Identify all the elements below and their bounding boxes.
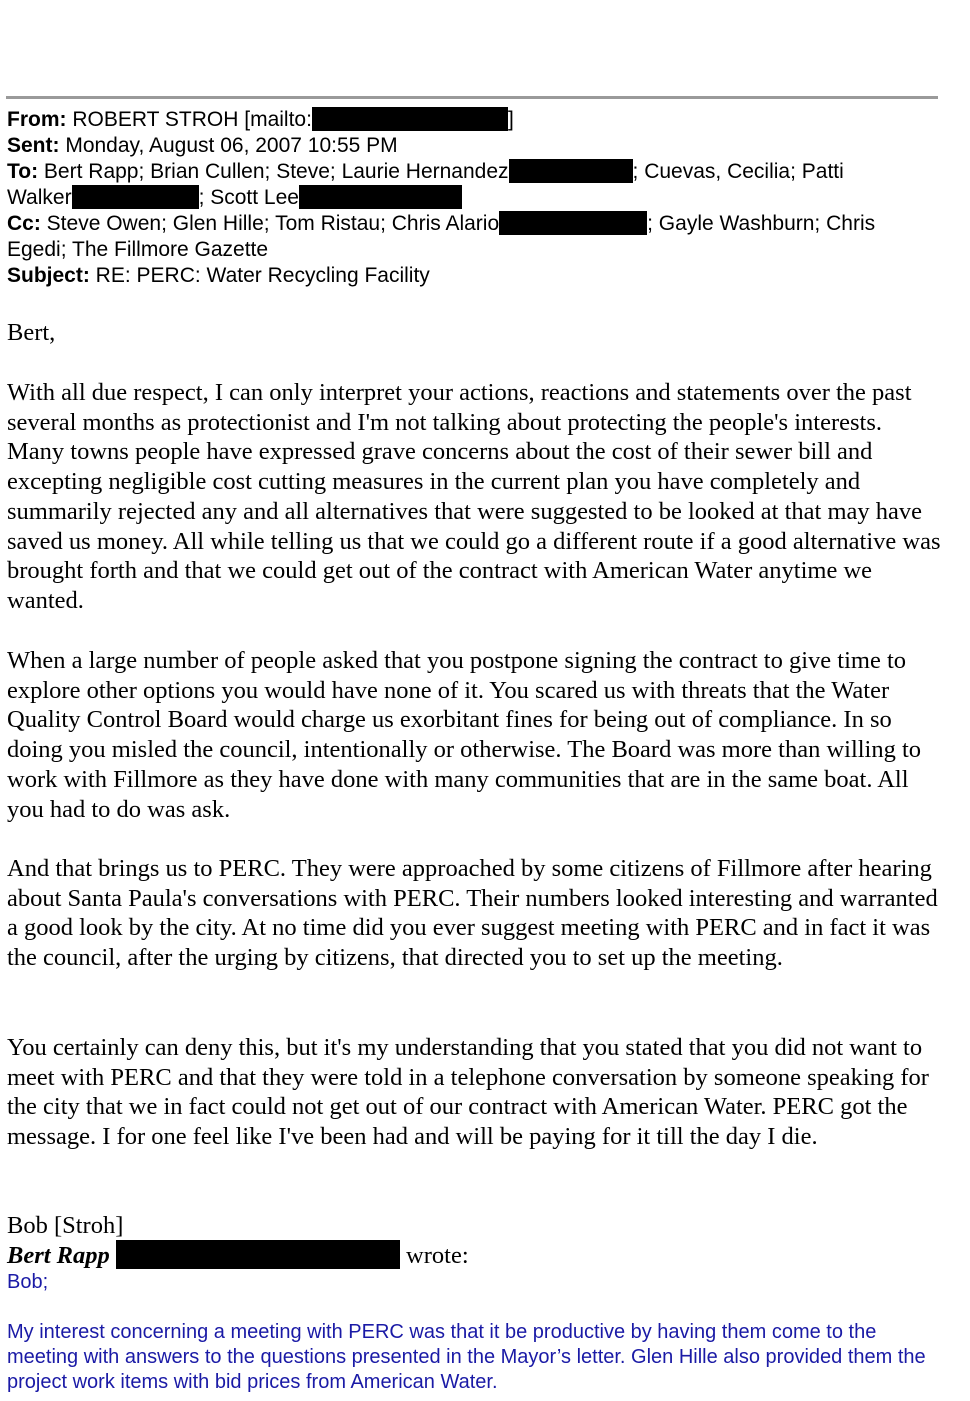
to-recipients-2: ; Cuevas, Cecilia; Patti [632, 160, 844, 183]
header-separator [6, 96, 938, 99]
redacted-email [299, 185, 462, 209]
quoted-greeting: Bob; [7, 1271, 49, 1293]
from-line [7, 107, 937, 133]
cc-label: Cc: [7, 212, 41, 235]
to-label: To: [7, 160, 39, 183]
subject-line [7, 263, 937, 289]
subject-label: Subject: [7, 264, 90, 287]
quoted-attribution [7, 1240, 469, 1271]
body-paragraph-2: When a large number of people asked that you postpone signing the contract to give time to explore other options you would have none of it. You scared us with threats that the Water Quality Control Board would charge us exorbitant fines for being out of compliance. In so doing you misled the council, intentionally or otherwise. The Board was more than willing to work with Fillmore as they have done with many communities that are in the same boat. All you had to do was ask. [7, 647, 922, 823]
quoted-text: My interest concerning a meeting with PERC was that it be productive by having them come to the meeting with answers to the questions presented in the Mayor’s letter. Glen Hille also provided them the project work items with bid prices from American Water. [7, 1321, 926, 1393]
greeting: Bert, [7, 319, 56, 346]
cc-line [7, 211, 937, 237]
cc-recipients-1: Steve Owen; Glen Hille; Tom Ristau; Chris Alario [40, 212, 500, 235]
to-recipients-4: ; Scott Lee [198, 186, 299, 209]
redacted-email [72, 185, 199, 209]
cc-recipients-3: Egedi; The Fillmore Gazette [7, 238, 269, 261]
quoted-author: Bert Rapp [7, 1242, 110, 1269]
sent-label: Sent: [7, 134, 60, 157]
signature: Bob [Stroh] [7, 1212, 124, 1239]
cc-recipients-2: ; Gayle Washburn; Chris [647, 212, 876, 235]
email-header [7, 107, 937, 289]
to-line [7, 159, 937, 185]
body-paragraph-4: You certainly can deny this, but it's my understanding that you stated that you did not want to meet with PERC and that they were told in a telephone conversation by someone speaking for the city that we in fact could not get out of our contract with American Water. PERC got the message. I for one feel like I've been had and will be paying for it till the day I die. [7, 1034, 929, 1151]
redacted-email [312, 107, 508, 131]
quoted-wrote: wrote: [406, 1242, 469, 1269]
sent-value: Monday, August 06, 2007 10:55 PM [59, 134, 398, 157]
to-recipients-3: Walker [7, 186, 72, 209]
to-recipients-1: Bert Rapp; Brian Cullen; Steve; Laurie Hernandez [38, 160, 509, 183]
redacted-email [509, 159, 633, 183]
from-close: ] [507, 108, 514, 131]
subject-value: RE: PERC: Water Recycling Facility [89, 264, 430, 287]
cc-line-continued [7, 237, 937, 263]
body-paragraph-3: And that brings us to PERC. They were approached by some citizens of Fillmore after hearing about Santa Paula's conversations with PERC. Their numbers looked interesting and warranted a good look by the city. At no time did you ever suggest meeting with PERC and in fact it was the council, after the urging by citizens, that directed you to set up the meeting. [7, 855, 938, 972]
sent-line [7, 133, 937, 159]
to-line-continued [7, 185, 937, 211]
redacted-email [499, 211, 647, 235]
from-value: ROBERT STROH [mailto: [66, 108, 312, 131]
redacted-email [116, 1240, 400, 1269]
from-label: From: [7, 108, 67, 131]
body-paragraph-1: With all due respect, I can only interpret your actions, reactions and statements over the past several months as protectionist and I'm not talking about protecting the people's interests. Many towns people have expressed grave concerns about the cost of their sewer bill and excepting negligible cost cutting measures in the current plan you have completely and summarily rejected any and all alternatives that were suggested to be looked at that may have saved us money. All while telling us that we could go a different route if a good alternative was brought forth and that we could get out of the contract with American Water anytime we wanted. [7, 379, 941, 614]
